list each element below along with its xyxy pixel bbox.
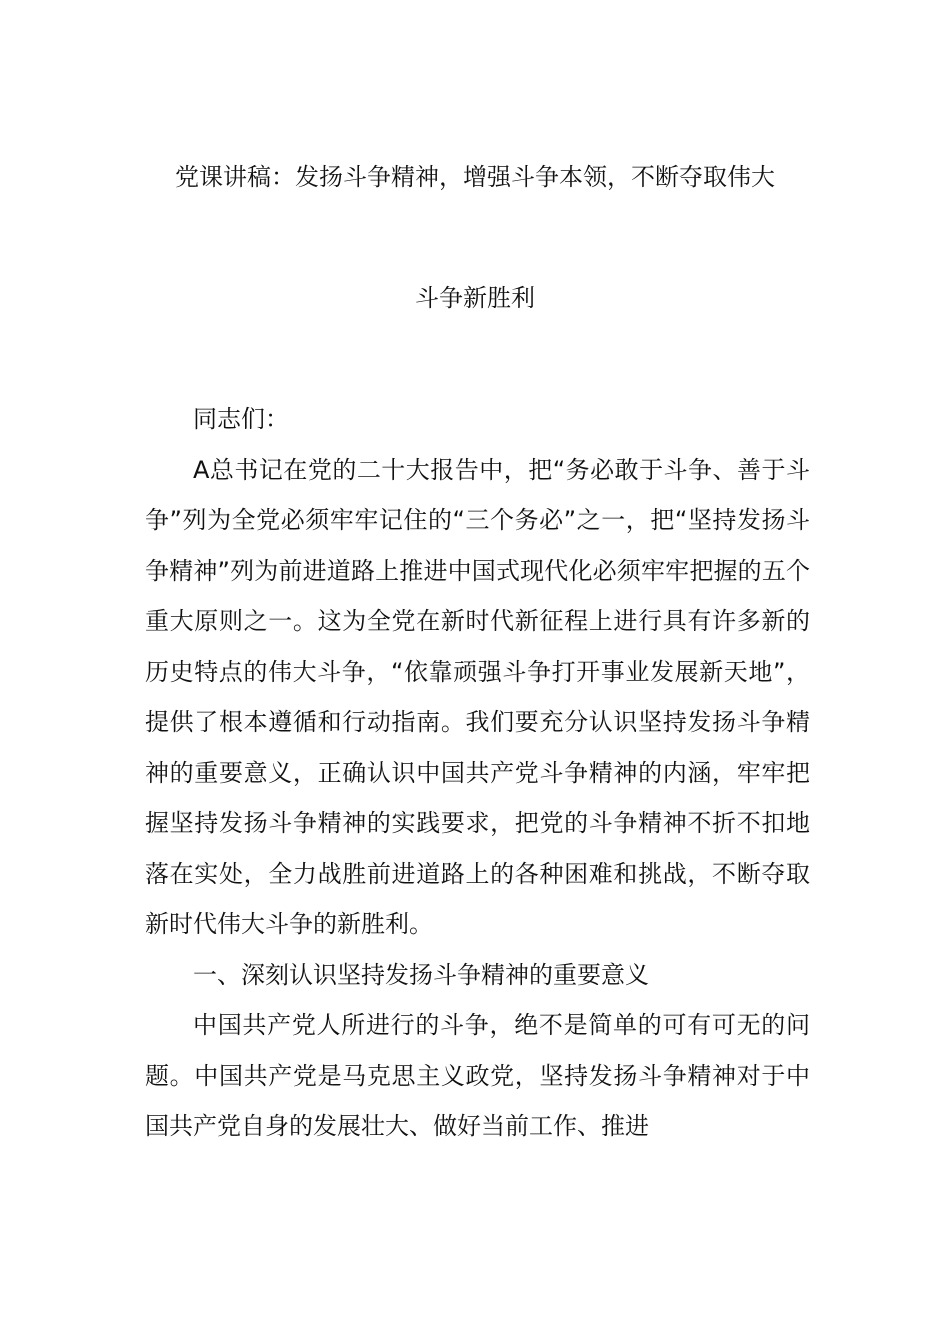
section-heading-1: 一、深刻认识坚持发扬斗争精神的重要意义 [193, 960, 649, 989]
document-title-line-2: 斗争新胜利 [415, 284, 535, 312]
document-title-line-1: 党课讲稿：发扬斗争精神，增强斗争本领，不断夺取伟大 [175, 163, 775, 191]
body-paragraph-intro: A总书记在党的二十大报告中，把“务必敢于斗争、善于斗争”列为全党必须牢牢记住的“三个务必”之一，把“坚持发扬斗争精神”列为前进道路上推进中国式现代化必须牢牢把握的五个重大原则之一。这为全党在新时代新征程上进行具有许多新的历史特点的伟大斗争，“依靠顽强斗争打开事业发展新天地”，提供了根本遵循和行动指南。我们要充分认识坚持发扬斗争精神的重要意义，正确认识中国共产党斗争精神的内涵，牢牢把握坚持发扬斗争精神的实践要求，把党的斗争精神不折不扣地落在实处，全力战胜前进道路上的各种困难和挑战，不断夺取新时代伟大斗争的新胜利。 [145, 455, 810, 938]
salutation: 同志们： [193, 405, 289, 433]
body-paragraph-section-1: 中国共产党人所进行的斗争，绝不是简单的可有可无的问题。中国共产党是马克思主义政党，坚持发扬斗争精神对于中国共产党自身的发展壮大、做好当前工作、推进 [145, 1011, 810, 1140]
document-body [145, 394, 810, 1152]
